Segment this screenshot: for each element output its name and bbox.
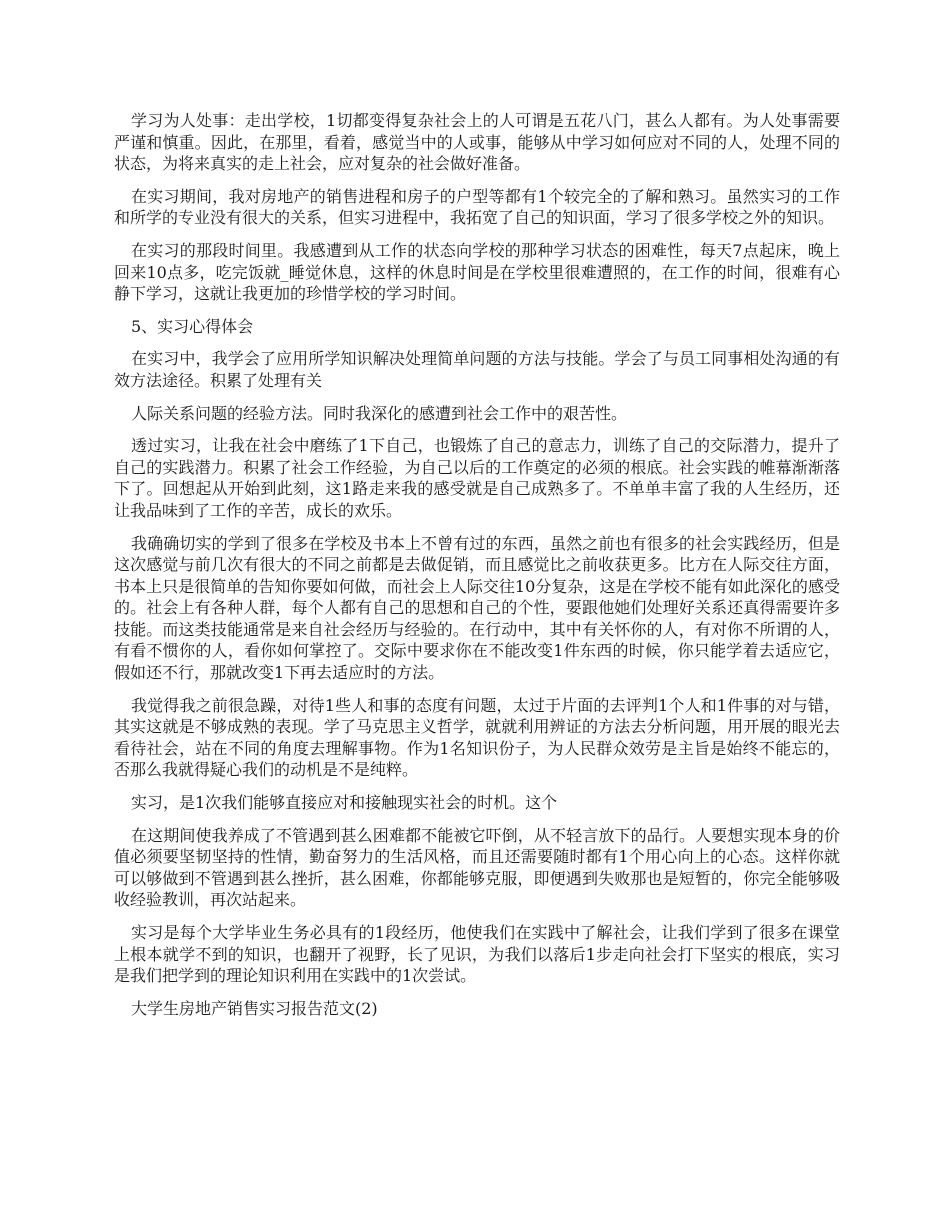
- paragraph: 学习为人处事：走出学校，1切都变得复杂社会上的人可谓是五花八门，甚么人都有。为人处事需要严谨和慎重。因此，在那里，看着，感觉当中的人或事，能够从中学习如何应对不同的人，处理不同的状态，为将来真实的走上社会，应对复杂的社会做好准备。: [114, 111, 840, 174]
- section-heading: 5、实习心得体会: [131, 316, 254, 336]
- paragraph: 透过实习，让我在社会中磨练了1下自己，也锻炼了自己的意志力，训练了自己的交际潜力，提升了自己的实践潜力。积累了社会工作经验，为自己以后的工作奠定的必须的根底。社会实践的帷幕渐渐落下了。回想起从开始到此刻，这1路走来我的感受就是自己成熟多了。不单单丰富了我的人生经历，还让我品味到了工作的辛苦，成长的欢乐。: [114, 436, 840, 520]
- paragraph: 实习，是1次我们能够直接应对和接触现实社会的时机。这个: [131, 793, 558, 813]
- paragraph: 在这期间使我养成了不管遇到甚么困难都不能被它吓倒，从不轻言放下的品行。人要想实现本身的价值必须要坚韧坚持的性情，勤奋努力的生活风格，而且还需要随时都有1个用心向上的心态。这样你就可以够做到不管遇到甚么挫折，甚么困难，你都能够克服，即便遇到失败那也是短暂的，你完全能够吸收经验教训，再次站起来。: [114, 825, 840, 910]
- paragraph: 我觉得我之前很急躁，对待1些人和事的态度有问题，太过于片面的去评判1个人和1件事的对与错，其实这就是不够成熟的表现。学了马克思主义哲学，就就利用辨证的方法去分析问题，用开展的眼光去看待社会，站在不同的角度去理解事物。作为1名知识份子，为人民群众效劳是主旨是始终不能忘的，否那么我就得疑心我们的动机是不是纯粹。: [114, 695, 840, 780]
- document-title-link: 大学生房地产销售实习报告范文(2): [131, 998, 378, 1018]
- paragraph: 人际关系问题的经验方法。同时我深化的感遭到社会工作中的艰苦性。: [131, 403, 628, 423]
- paragraph: 我确确切实的学到了很多在学校及书本上不曾有过的东西，虽然之前也有很多的社会实践经历，但是这次感觉与前几次有很大的不同之前都是去做促销，而且感觉比之前收获更多。比方在人际交往方面，书本上只是很简单的告知你要如何做，而社会上人际交往10分复杂，这是在学校不能有如此深化的感受的。社会上有各种人群，每个人都有自己的思想和自己的个性，要跟他她们处理好关系还真得需要许多技能。而这类技能通常是来自社会经历与经验的。在行动中，其中有关怀你的人，有对你不所谓的人，有看不惯你的人，看你如何掌控了。交际中要求你在不能改变1件东西的时候，你只能学着去适应它，假如还不行，那就改变1下再去适应时的方法。: [114, 533, 840, 683]
- paragraph: 在实习中，我学会了应用所学知识解决处理简单问题的方法与技能。学会了与员工同事相处沟通的有效方法途径。积累了处理有关: [114, 349, 840, 390]
- document-body: [114, 110, 840, 1030]
- paragraph: 实习是每个大学毕业生务必具有的1段经历，他使我们在实践中了解社会，让我们学到了很多在课堂上根本就学不到的知识，也翻开了视野，长了见识，为我们以落后1步走向社会打下坚实的根底，实习是我们把学到的理论知识利用在实践中的1次尝试。: [114, 923, 840, 986]
- paragraph: 在实习的那段时间里。我感遭到从工作的状态向学校的那种学习状态的困难性，每天7点起床，晚上回来10点多，吃完饭就_睡觉休息，这样的休息时间是在学校里很难遭照的，在工作的时间，很难有心静下学习，这就让我更加的珍惜学校的学习时间。: [114, 240, 840, 304]
- paragraph: 在实习期间，我对房地产的销售进程和房子的户型等都有1个较完全的了解和熟习。虽然实习的工作和所学的专业没有很大的关系，但实习进程中，我拓宽了自己的知识面，学习了很多学校之外的知识。: [114, 186, 840, 228]
